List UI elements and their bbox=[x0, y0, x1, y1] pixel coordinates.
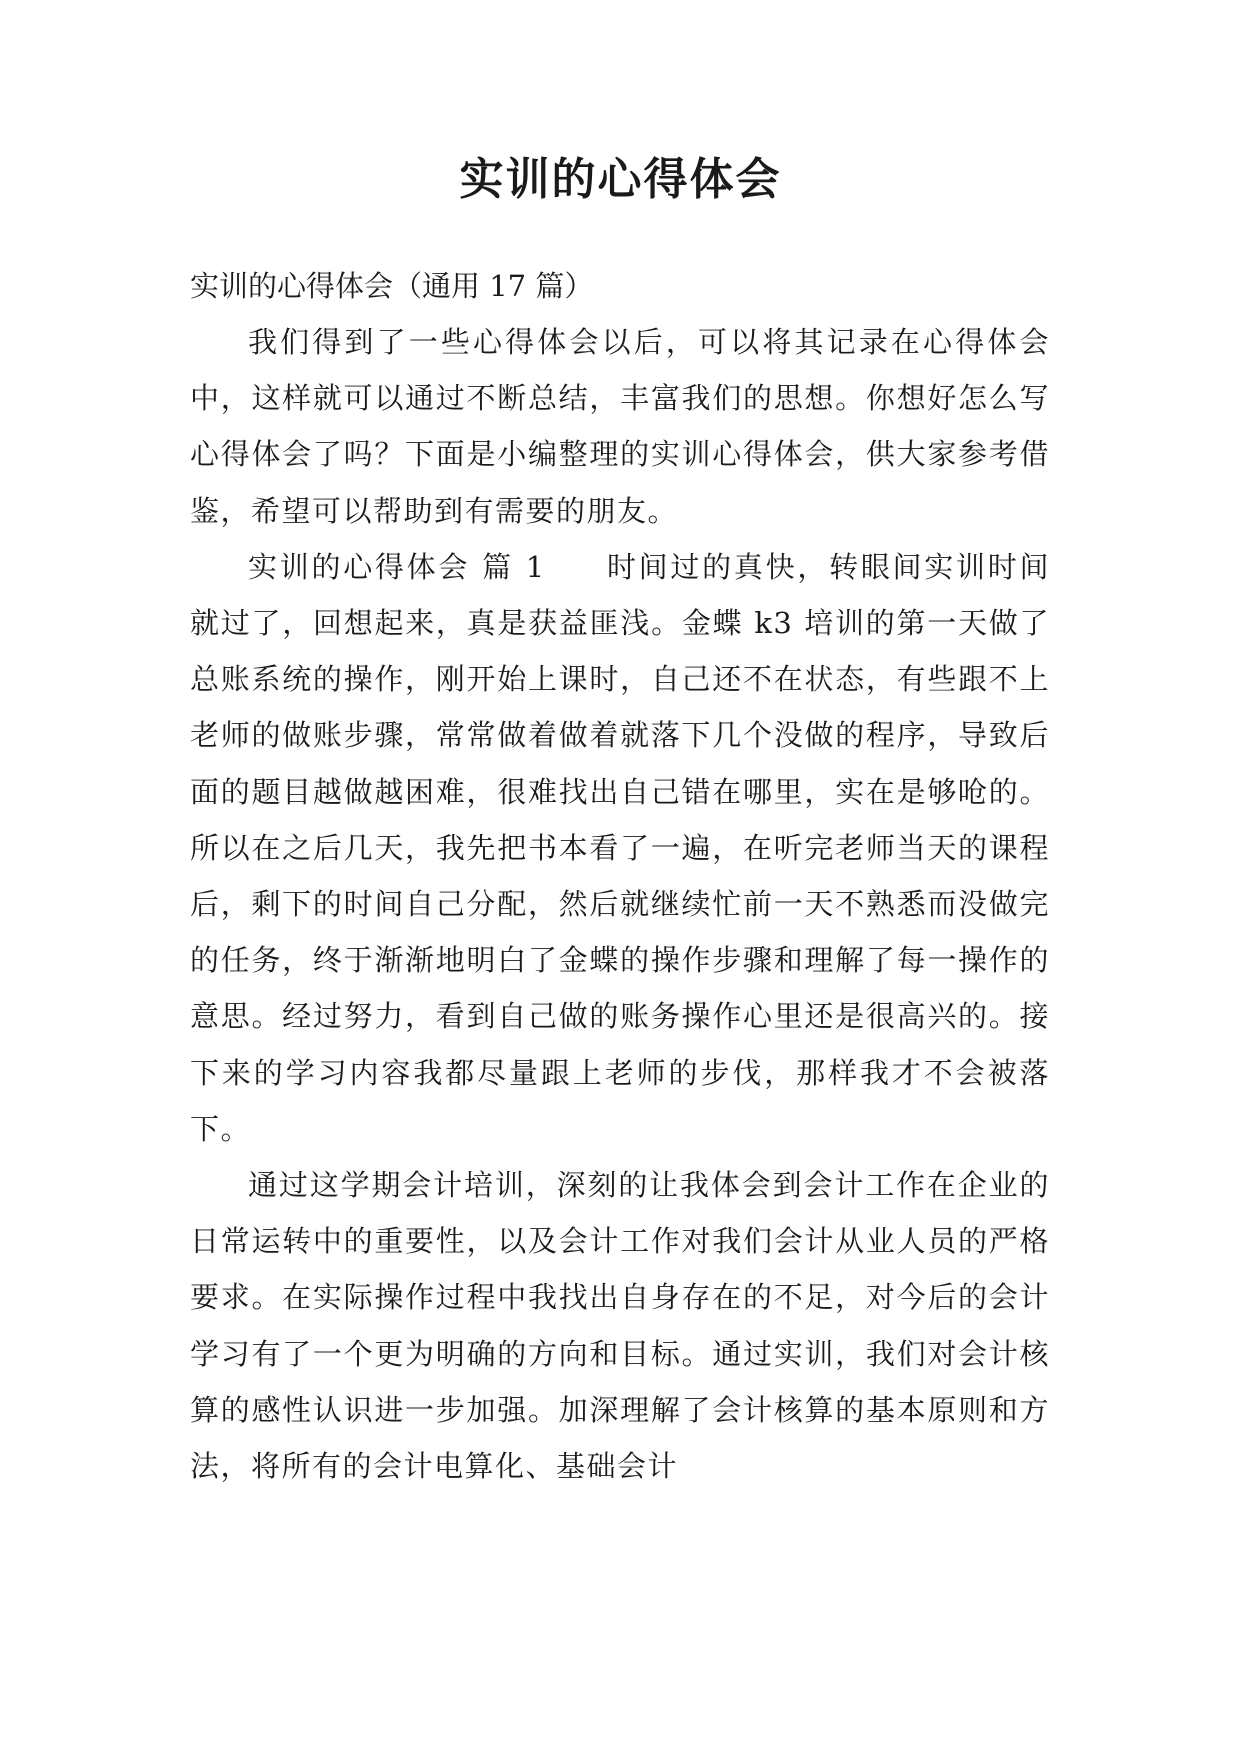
document-subtitle: 实训的心得体会（通用 17 篇） bbox=[190, 269, 594, 303]
document-body bbox=[190, 258, 1050, 1494]
section-1-text: 时间过的真快，转眼间实训时间就过了，回想起来，真是获益匪浅。金蝶 k3 培训的第一天做了总账系统的操作，刚开始上课时，自己还不在状态，有些跟不上老师的做账步骤，常常做着做着就落下几个没做的程序，导致后面的题目越做越困难，很难找出自己错在哪里，实在是够呛的。所以在之后几天，我先把书本看了一遍，在听完老师当天的课程后，剩下的时间自己分配，然后就继续忙前一天不熟悉而没做完的任务，终于渐渐地明白了金蝶的操作步骤和理解了每一操作的意思。经过努力，看到自己做的账务操作心里还是很高兴的。接下来的学习内容我都尽量跟上老师的步伐，那样我才不会被落下。 bbox=[190, 549, 1050, 1146]
section-1-paragraph bbox=[190, 539, 1050, 1157]
document-title: 实训的心得体会 bbox=[459, 154, 782, 205]
intro-paragraph: 我们得到了一些心得体会以后，可以将其记录在心得体会中，这样就可以通过不断总结，丰富我们的思想。你想好怎么写心得体会了吗？下面是小编整理的实训心得体会，供大家参考借鉴，希望可以帮助到有需要的朋友。 bbox=[190, 325, 1050, 528]
section-1-heading: 实训的心得体会 篇 1 bbox=[248, 549, 546, 584]
training-paragraph: 通过这学期会计培训，深刻的让我体会到会计工作在企业的日常运转中的重要性，以及会计工作对我们会计从业人员的严格要求。在实际操作过程中我找出自身存在的不足，对今后的会计学习有了一个更为明确的方向和目标。通过实训，我们对会计核算的感性认识进一步加强。加深理解了会计核算的基本原则和方法，将所有的会计电算化、基础会计 bbox=[190, 1168, 1050, 1484]
